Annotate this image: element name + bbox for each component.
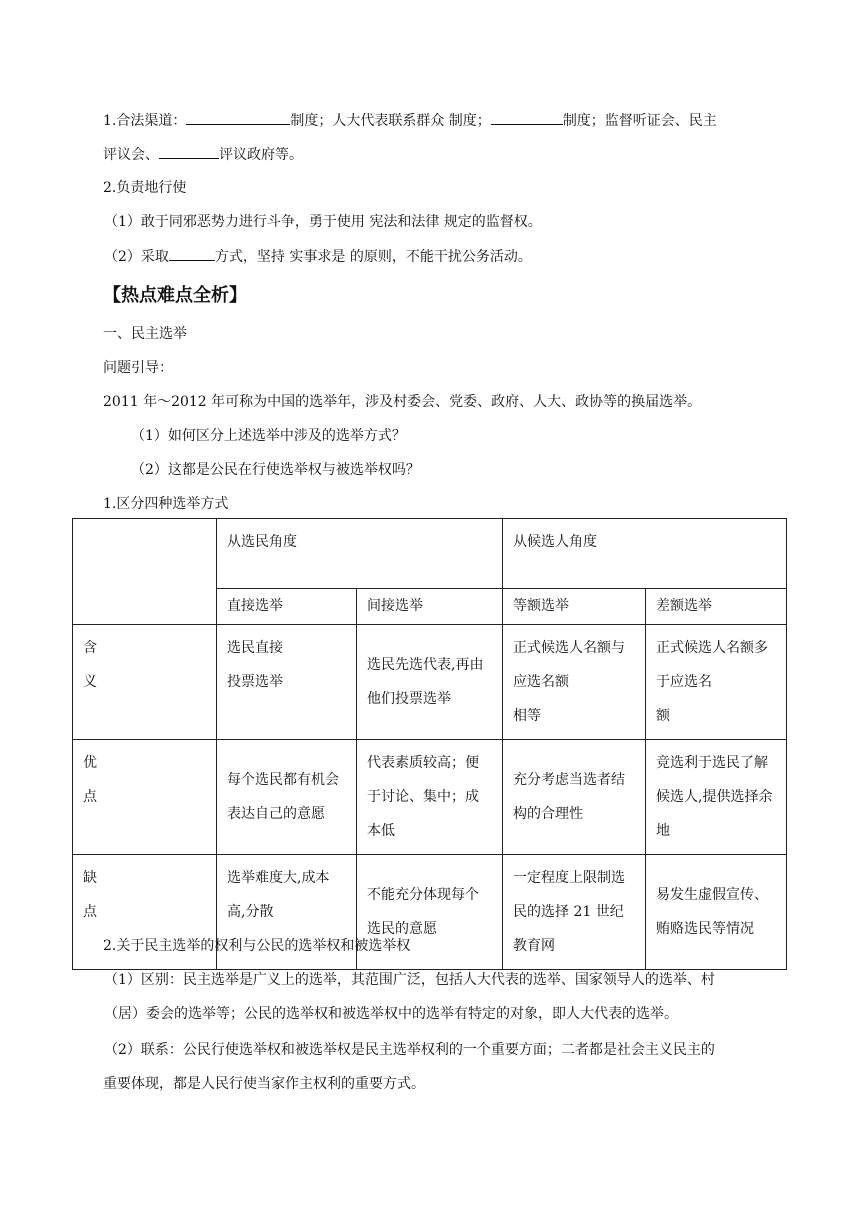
table-title: 1.区分四种选举方式 <box>103 496 229 512</box>
hotspot-heading: 【热点难点全析】 <box>103 285 247 306</box>
relation-line-1: （2）联系：公民行使选举权和被选举权是民主选举权利的一个重要方面；二者都是社会主义民主的 <box>104 1042 715 1058</box>
difference-line-1: （1）区别：民主选举是广义上的选举，其范围广泛，包括人大代表的选举、国家领导人的选举、村 <box>104 972 715 988</box>
group-header-candidate: 从候选人角度 <box>503 519 787 589</box>
advantages-equal: 充分考虑当选者结构的合理性 <box>503 740 646 855</box>
responsible-exercise-sub1: （1）敢于同邪恶势力进行斗争，勇于使用 宪法和法律 规定的监督权。 <box>104 214 542 230</box>
disadvantages-indirect: 不能充分体现每个选民的意愿 <box>357 855 503 970</box>
advantages-competitive: 竞选利于选民了解候选人,提供选择余地 <box>646 740 787 855</box>
table-row-advantages <box>73 740 787 855</box>
legal-channels-line-2 <box>103 144 303 165</box>
meaning-equal: 正式候选人名额与应选名额 相等 <box>503 625 646 740</box>
column-header-competitive: 差额选举 <box>646 589 787 625</box>
row-label-char: 点 <box>83 789 97 805</box>
table-group-header-row <box>73 519 787 589</box>
disadvantages-competitive: 易发生虚假宣传、贿赂选民等情况 <box>646 855 787 970</box>
row-label-meaning <box>73 625 217 740</box>
advantages-direct: 每个选民都有机会表达自己的意愿 <box>217 740 357 855</box>
democratic-election-subheading: 一、民主选举 <box>103 326 187 342</box>
meaning-direct: 选民直接 投票选举 <box>217 625 357 740</box>
responsible-exercise-sub2 <box>104 246 532 267</box>
row-label-char: 含 <box>83 640 97 656</box>
intro-paragraph: 2011 年～2012 年可称为中国的选举年，涉及村委会、党委、政府、人大、政协等的换届选举。 <box>103 394 702 410</box>
blank-3 <box>159 144 219 159</box>
blank-2 <box>491 110 563 125</box>
disadvantages-equal: 一定程度上限制选民的选择 21 世纪教育网 <box>503 855 646 970</box>
table-corner-cell <box>73 519 217 625</box>
row-label-advantages <box>73 740 217 855</box>
election-methods-table <box>72 518 787 970</box>
meaning-indirect: 选民先选代表,再由他们投票选举 <box>357 625 503 740</box>
difference-line-2: （居）委会的选举等；公民的选举权和被选举权中的选举有特定的对象，即人大代表的选举。 <box>104 1006 678 1022</box>
blank-1 <box>186 110 290 125</box>
column-header-direct: 直接选举 <box>217 589 357 625</box>
row-label-char: 点 <box>83 904 97 920</box>
legal-channels-text-5: 评议政府等。 <box>219 147 303 163</box>
question-1: （1）如何区分上述选举中涉及的选举方式？ <box>131 428 406 444</box>
legal-channels-text-3: 制度；监督听证会、民主 <box>562 113 717 129</box>
guide-label: 问题引导： <box>103 360 173 376</box>
question-2: （2）这都是公民在行使选举权与被选举权吗？ <box>131 462 420 478</box>
advantages-indirect: 代表素质较高；便于讨论、集中；成本低 <box>357 740 503 855</box>
column-header-equal: 等额选举 <box>503 589 646 625</box>
row-label-char: 缺 <box>83 870 97 886</box>
group-header-voter: 从选民角度 <box>217 519 503 589</box>
responsible-exercise-title: 2.负责地行使 <box>103 180 187 196</box>
legal-channels-label: 1.合法渠道： <box>103 113 187 129</box>
disadvantages-direct: 选举难度大,成本高,分散 <box>217 855 357 970</box>
meaning-competitive: 正式候选人名额多于应选名 额 <box>646 625 787 740</box>
legal-channels-line <box>103 110 717 131</box>
legal-channels-text-2: 制度；人大代表联系群众 制度； <box>290 113 491 129</box>
section2-title: 2.关于民主选举的权利与公民的选举权和被选举权 <box>103 938 411 954</box>
table-row-meaning <box>73 625 787 740</box>
sub2-suffix: 方式，坚持 实事求是 的原则，不能干扰公务活动。 <box>214 249 532 265</box>
column-header-indirect: 间接选举 <box>357 589 503 625</box>
row-label-char: 义 <box>83 674 97 690</box>
blank-4 <box>169 246 215 261</box>
row-label-char: 优 <box>83 755 97 771</box>
legal-channels-text-4: 评议会、 <box>103 147 159 163</box>
sub2-prefix: （2）采取 <box>104 249 169 265</box>
relation-line-2: 重要体现，都是人民行使当家作主权利的重要方式。 <box>103 1076 425 1092</box>
